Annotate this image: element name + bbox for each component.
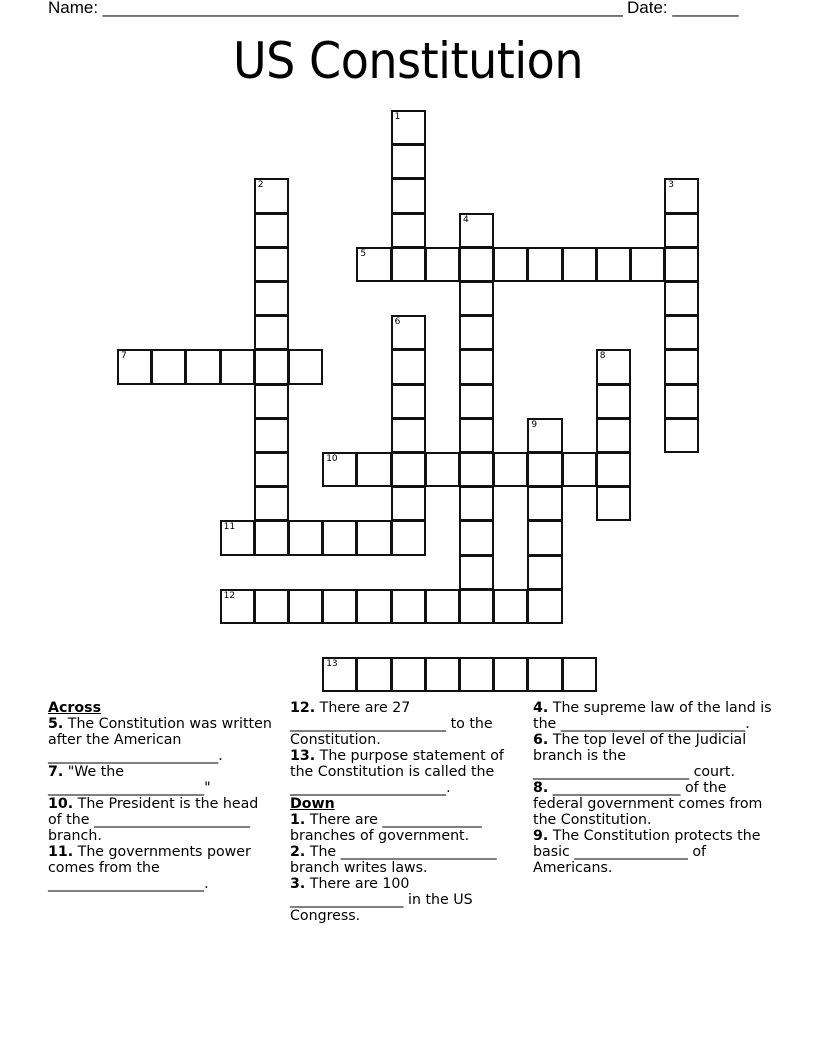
crossword-cell[interactable] xyxy=(493,589,528,624)
crossword-cell[interactable] xyxy=(356,452,391,487)
crossword-cell[interactable] xyxy=(254,418,289,453)
crossword-cell[interactable] xyxy=(220,349,255,384)
clue-across-11: 11. The governments power comes from the ______________________. xyxy=(48,844,251,892)
crossword-cell[interactable] xyxy=(459,520,494,555)
crossword-cell[interactable] xyxy=(459,452,494,487)
crossword-cell[interactable] xyxy=(596,486,631,521)
crossword-cell[interactable] xyxy=(664,315,699,350)
crossword-cell[interactable] xyxy=(391,178,426,213)
crossword-cell[interactable] xyxy=(254,178,289,213)
crossword-cell[interactable] xyxy=(322,657,357,692)
crossword-cell[interactable] xyxy=(322,520,357,555)
clue-number: 3 xyxy=(668,180,674,191)
crossword-cell[interactable] xyxy=(493,657,528,692)
crossword-cell[interactable] xyxy=(459,247,494,282)
crossword-cell[interactable] xyxy=(527,486,562,521)
crossword-cell[interactable] xyxy=(254,281,289,316)
crossword-cell[interactable] xyxy=(220,589,255,624)
crossword-cell[interactable] xyxy=(391,486,426,521)
crossword-cell[interactable] xyxy=(391,452,426,487)
clue-number: 7 xyxy=(121,351,127,362)
clue-across-13: 13. The purpose statement of the Constitution is called the ______________________. xyxy=(290,748,504,796)
crossword-cell[interactable] xyxy=(664,281,699,316)
crossword-cell[interactable] xyxy=(596,384,631,419)
clues-column-1 xyxy=(48,700,276,892)
crossword-cell[interactable] xyxy=(425,657,460,692)
clue-number: 13 xyxy=(326,659,338,670)
crossword-cell[interactable] xyxy=(596,247,631,282)
clue-number: 8 xyxy=(599,351,606,362)
crossword-cell[interactable] xyxy=(596,418,631,453)
clue-down-9: 9. The Constitution protects the basic ________________ of Americans. xyxy=(533,828,761,876)
clue-number: 5 xyxy=(360,248,367,259)
clue-down-6: 6. The top level of the Judicial branch is the ______________________ court. xyxy=(533,732,747,780)
clue-down-3: 3. There are 100 ________________ in the US Congress. xyxy=(290,876,473,924)
clue-number: 4 xyxy=(463,214,469,225)
crossword-cell[interactable] xyxy=(391,384,426,419)
clue-down-4: 4. The supreme law of the land is the __________________________. xyxy=(533,700,772,732)
clue-down-2: 2. The ______________________ branch writes laws. xyxy=(290,844,497,876)
crossword-cell[interactable] xyxy=(288,520,323,555)
crossword-cell[interactable] xyxy=(391,520,426,555)
crossword-cell[interactable] xyxy=(356,589,391,624)
crossword-cell[interactable] xyxy=(425,247,460,282)
page-title: US Constitution xyxy=(232,32,584,90)
crossword-cell[interactable] xyxy=(630,247,665,282)
crossword-cell[interactable] xyxy=(664,247,699,282)
crossword-cell[interactable] xyxy=(322,589,357,624)
crossword-cell[interactable] xyxy=(596,452,631,487)
clue-down-1: 1. There are ______________ branches of government. xyxy=(290,812,482,844)
crossword-cell[interactable] xyxy=(151,349,186,384)
crossword-cell[interactable] xyxy=(425,452,460,487)
crossword-cell[interactable] xyxy=(459,657,494,692)
crossword-cell[interactable] xyxy=(527,589,562,624)
crossword-cell[interactable] xyxy=(220,520,255,555)
crossword-cell[interactable] xyxy=(425,589,460,624)
crossword-cell[interactable] xyxy=(664,384,699,419)
clue-across-7: 7. "We the ______________________" xyxy=(48,764,211,796)
clue-number: 2 xyxy=(257,180,264,191)
crossword-cell[interactable] xyxy=(596,349,631,384)
crossword-cell[interactable] xyxy=(527,452,562,487)
crossword-cell[interactable] xyxy=(562,247,597,282)
clue-number: 1 xyxy=(394,112,401,122)
crossword-cell[interactable] xyxy=(664,349,699,384)
crossword-cell[interactable] xyxy=(493,247,528,282)
clues-column-3 xyxy=(533,700,773,876)
crossword-cell[interactable] xyxy=(391,418,426,453)
crossword-cell[interactable] xyxy=(391,315,426,350)
across-heading: Across xyxy=(48,700,102,716)
crossword-cell[interactable] xyxy=(254,213,289,248)
crossword-cell[interactable] xyxy=(562,657,597,692)
down-heading: Down xyxy=(290,796,335,812)
crossword-cell[interactable] xyxy=(527,418,562,453)
crossword-cell[interactable] xyxy=(391,213,426,248)
crossword-cell[interactable] xyxy=(459,315,494,350)
crossword-cell[interactable] xyxy=(527,520,562,555)
date-field-label: Date: _______ xyxy=(627,0,739,17)
crossword-cell[interactable] xyxy=(185,349,220,384)
crossword-cell[interactable] xyxy=(254,589,289,624)
crossword-cell[interactable] xyxy=(391,144,426,179)
clue-number: 12 xyxy=(223,590,236,601)
crossword-cell[interactable] xyxy=(254,452,289,487)
crossword-cell[interactable] xyxy=(664,178,699,213)
crossword-cell[interactable] xyxy=(459,486,494,521)
crossword-cell[interactable] xyxy=(527,657,562,692)
crossword-cell[interactable] xyxy=(254,247,289,282)
crossword-cell[interactable] xyxy=(254,384,289,419)
clue-down-8: 8. __________________ of the federal government comes from the Constitution. xyxy=(533,780,763,828)
name-field-label: Name: _______________________________________________________ xyxy=(48,0,623,17)
crossword-cell[interactable] xyxy=(527,555,562,590)
crossword-cell[interactable] xyxy=(664,213,699,248)
crossword-cell[interactable] xyxy=(459,349,494,384)
crossword-cell[interactable] xyxy=(356,657,391,692)
crossword-cell[interactable] xyxy=(391,589,426,624)
clue-number: 10 xyxy=(326,454,338,464)
clue-number: 11 xyxy=(223,522,236,533)
crossword-cell[interactable] xyxy=(459,418,494,453)
crossword-cell[interactable] xyxy=(391,247,426,282)
crossword-cell[interactable] xyxy=(254,520,289,555)
crossword-cell[interactable] xyxy=(459,281,494,316)
crossword-cell[interactable] xyxy=(459,589,494,624)
clue-number: 9 xyxy=(531,419,538,430)
crossword-cell[interactable] xyxy=(391,657,426,692)
clue-number: 6 xyxy=(394,317,401,328)
crossword-cell[interactable] xyxy=(254,486,289,521)
crossword-cell[interactable] xyxy=(254,349,289,384)
crossword-cell[interactable] xyxy=(391,110,426,145)
crossword-cell[interactable] xyxy=(562,452,597,487)
crossword-cell[interactable] xyxy=(459,384,494,419)
crossword-cell[interactable] xyxy=(254,315,289,350)
crossword-cell[interactable] xyxy=(356,520,391,555)
crossword-cell[interactable] xyxy=(356,247,391,282)
crossword-cell[interactable] xyxy=(459,555,494,590)
crossword-cell[interactable] xyxy=(288,589,323,624)
crossword-cell[interactable] xyxy=(322,452,357,487)
crossword-cell[interactable] xyxy=(391,349,426,384)
clues-column-2 xyxy=(290,700,526,924)
clue-across-10: 10. The President is the head of the ______________________ branch. xyxy=(48,796,259,844)
crossword-cell[interactable] xyxy=(493,452,528,487)
crossword-cell[interactable] xyxy=(459,213,494,248)
crossword-cell[interactable] xyxy=(527,247,562,282)
crossword-cell[interactable] xyxy=(664,418,699,453)
crossword-cell[interactable] xyxy=(117,349,152,384)
crossword-cell[interactable] xyxy=(288,349,323,384)
clue-across-5: 5. The Constitution was written after the American ________________________. xyxy=(48,716,272,764)
clue-across-12: 12. There are 27 ______________________ to the Constitution. xyxy=(290,700,493,748)
